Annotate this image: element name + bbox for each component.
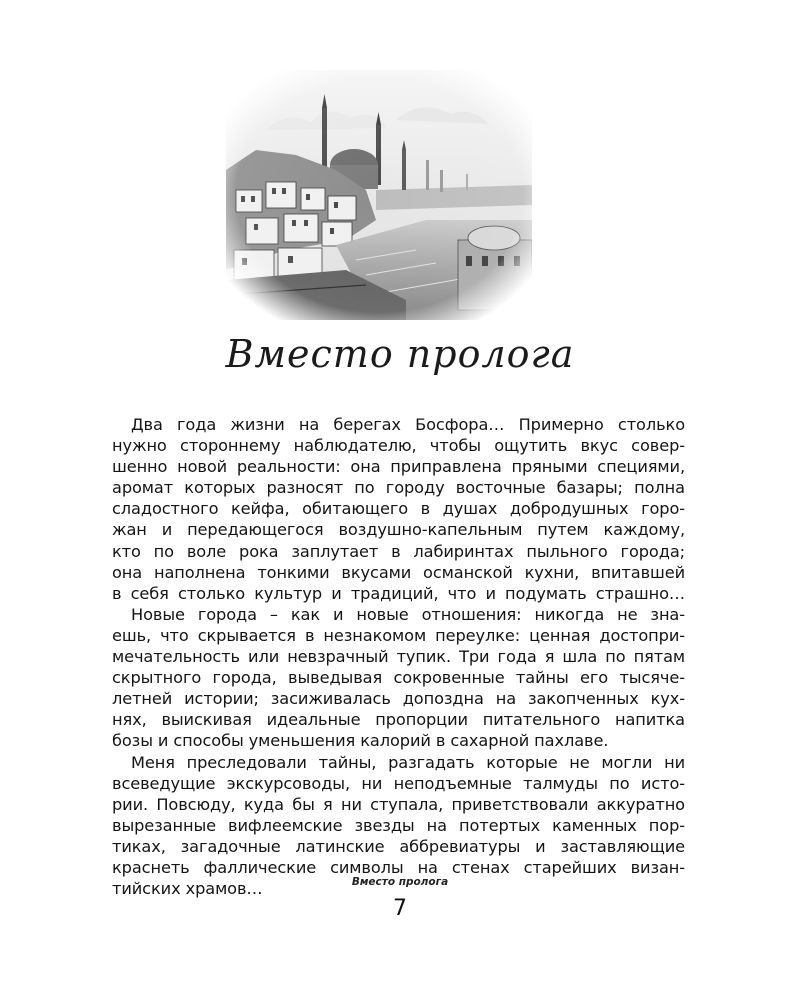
text-line: ешь, что скрывается в незнакомом переулке: ценная достопри- [112, 625, 685, 645]
text-line: скрытного города, выведывая сокровенные тайны его тысяче- [112, 668, 685, 688]
body-text [112, 414, 685, 899]
text-line: аромат которых разносят по городу восточные базары; полна [112, 478, 685, 498]
text-line: тийских храмов… [112, 879, 263, 899]
text-line: жан и передающегося воздушно-капельным путем каждому, [112, 520, 685, 540]
text-line: кто по воле рока заплутает в лабиринтах пыльного города; [112, 541, 685, 561]
text-line: нях, выискивая идеальные пропорции питательного напитка [112, 710, 685, 730]
text-line: она наполнена тонкими вкусами османской кухни, впитавшей [112, 562, 685, 582]
running-footer-title: Вместо пролога [351, 876, 449, 888]
text-line: сладостного кейфа, обитающего в душах добродушных горо- [112, 499, 685, 519]
text-line: бозы и способы уменьшения калорий в сахарной пахлаве. [112, 731, 609, 751]
text-line: в себя столько культур и традиций, что и подумать страшно… [112, 583, 685, 603]
paragraph-2 [112, 604, 685, 752]
text-line: шенно новой реальности: она приправлена пряными специями, [112, 457, 685, 477]
text-line: тиках, загадочные латинские аббревиатуры и заставляющие [112, 836, 685, 856]
text-line: краснеть фаллические символы на стенах старейших визан- [112, 857, 685, 877]
text-line: мечательность или невзрачный тупик. Три года я шла по пятам [112, 647, 685, 667]
text-line: летней истории; засиживалась допоздна на закопченных кух- [112, 689, 685, 709]
text-line: нужно стороннему наблюдателю, чтобы ощутить вкус совер- [112, 436, 685, 456]
text-line: Новые города – как и новые отношения: никогда не зна- [131, 604, 685, 624]
text-line: Меня преследовали тайны, разгадать которые не могли ни [131, 752, 685, 772]
paragraph-1 [112, 414, 685, 604]
text-line: Два года жизни на берегах Босфора… Примерно столько [131, 415, 685, 434]
text-line: всеведущие экскурсоводы, ни неподъемные талмуды по исто- [112, 773, 685, 793]
chapter-title: Вместо пролога [225, 332, 575, 376]
istanbul-cityscape-illustration [226, 70, 532, 320]
page-number: 7 [393, 896, 407, 921]
text-line: вырезанные вифлеемские звезды на потертых каменных пор- [112, 815, 685, 835]
text-line: рии. Повсюду, куда бы я ни ступала, приветствовали аккуратно [112, 794, 685, 814]
